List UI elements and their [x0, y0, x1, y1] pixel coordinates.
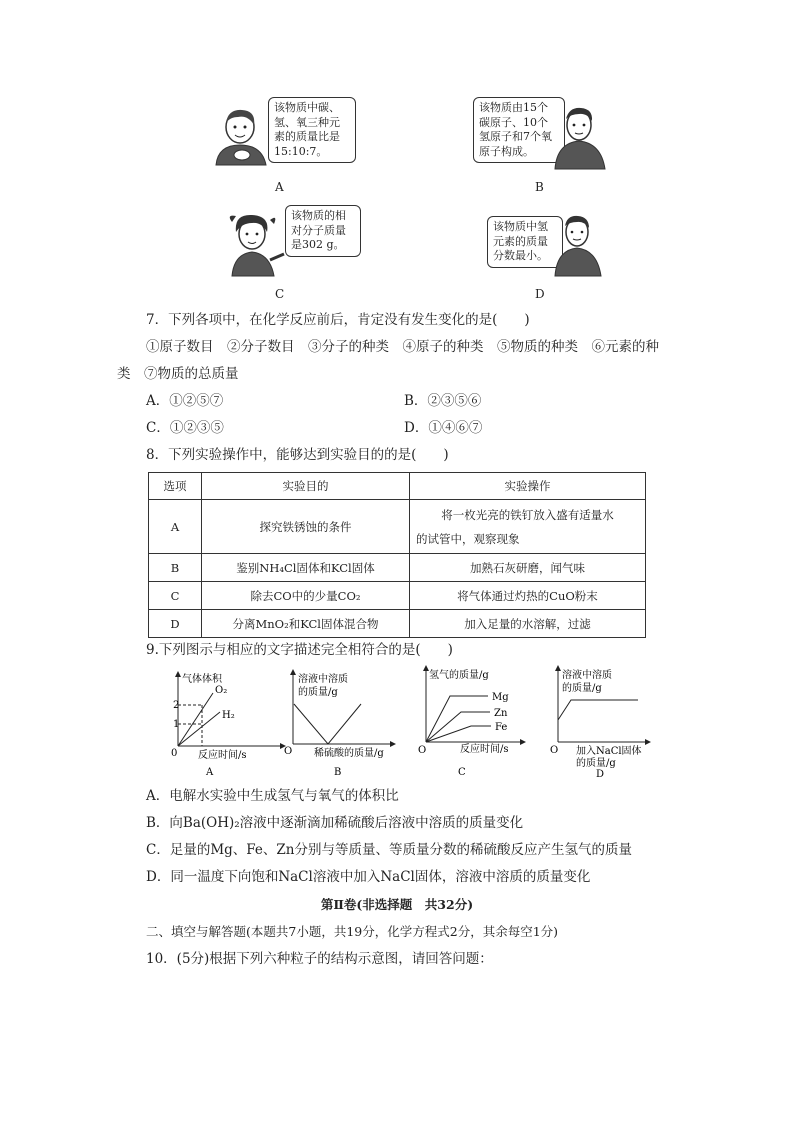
row-goal: 除去CO中的少量CO₂ — [202, 582, 410, 610]
row-goal: 探究铁锈蚀的条件 — [202, 500, 410, 554]
row-operation — [410, 500, 646, 554]
chart-a-series-h2: H₂ — [222, 710, 235, 721]
row-operation-line1: 将一枚光亮的铁钉放入盛有适量水 — [441, 507, 614, 522]
speech-bubble-a: 该物质中碳、 氢、氧三种元 素的质量比是 15:10:7。 — [268, 97, 356, 163]
boy-illustration-a — [212, 105, 272, 167]
chart-b-xlabel: 稀硫酸的质量/g — [314, 748, 384, 759]
chart-c-line-zn — [426, 712, 490, 742]
man-illustration-b — [553, 105, 609, 171]
chart-a-series-o2: O₂ — [215, 685, 228, 696]
header-goal: 实验目的 — [202, 473, 410, 500]
row-goal: 鉴别NH₄Cl固体和KCl固体 — [202, 554, 410, 582]
q9-option-b: B．向Ba(OH)₂溶液中逐渐滴加稀硫酸后溶液中溶质的质量变化 — [146, 815, 524, 831]
speech-bubble-d: 该物质中氢 元素的质量 分数最小。 — [487, 216, 563, 268]
chart-b-label: B — [334, 767, 342, 778]
chart-b-origin: O — [284, 746, 293, 757]
q7-items-line2: 类 ⑦物质的总质量 — [117, 366, 239, 382]
chart-d-xlabel1: 加入NaCl固体 — [576, 746, 642, 757]
q9-charts — [168, 664, 654, 779]
q7-option-c: C．①②③⑤ — [146, 420, 224, 436]
chart-a — [171, 672, 283, 778]
chart-c-origin: O — [418, 745, 427, 756]
chart-a-line-h2 — [178, 712, 220, 746]
chart-c-xlabel: 反应时间/s — [460, 744, 509, 755]
q9-option-a: A．电解水实验中生成氢气与氧气的体积比 — [146, 788, 399, 804]
row-operation: 将气体通过灼热的CuO粉末 — [410, 582, 646, 610]
q9-option-d: D．同一温度下向饱和NaCl溶液中加入NaCl固体，溶液中溶质的质量变化 — [146, 869, 591, 885]
q7-stem: 7．下列各项中，在化学反应前后，肯定没有发生变化的是( ) — [146, 312, 530, 328]
figure-label-b: B — [535, 180, 544, 194]
chart-d-line — [558, 700, 638, 720]
row-option: D — [149, 610, 202, 638]
section2-heading: 二、填空与解答题(本题共7小题，共19分，化学方程式2分，其余每空1分) — [146, 924, 559, 939]
chart-a-ylabel: 气体体积 — [182, 674, 222, 685]
girl-illustration-c — [224, 212, 286, 278]
table-row — [149, 582, 646, 610]
chart-c — [418, 668, 523, 778]
figure-label-d: D — [535, 287, 545, 301]
chart-c-series-fe: Fe — [495, 722, 508, 733]
figure-label-c: C — [275, 287, 285, 301]
q10-stem: 10．(5分)根据下列六种粒子的结构示意图，请回答问题： — [146, 951, 493, 967]
table-header-row — [149, 473, 646, 500]
q9-option-c: C．足量的Mg、Fe、Zn分别与等质量、等质量分数的稀硫酸反应产生氢气的质量 — [146, 842, 632, 858]
chart-b-ylabel1: 溶液中溶质 — [298, 674, 348, 685]
chart-a-tick-2: 2 — [173, 700, 180, 711]
speech-bubble-c: 该物质的相 对分子质量 是302 g。 — [285, 205, 361, 257]
chart-a-label: A — [206, 767, 214, 778]
chart-d — [550, 668, 648, 779]
table-row — [149, 610, 646, 638]
section2-title: 第Ⅱ卷(非选择题 共32分) — [320, 897, 474, 912]
chart-c-series-zn: Zn — [494, 708, 508, 719]
chart-d-origin: O — [550, 745, 559, 756]
chart-c-ylabel: 氢气的质量/g — [429, 670, 489, 681]
chart-c-series-mg: Mg — [492, 692, 509, 703]
chart-c-label: C — [458, 767, 466, 778]
chart-b-ylabel2: 的质量/g — [298, 687, 338, 698]
row-operation: 加入足量的水溶解，过滤 — [410, 610, 646, 638]
table-row — [149, 554, 646, 582]
q7-option-a: A．①②⑤⑦ — [146, 393, 224, 409]
row-option: B — [149, 554, 202, 582]
speech-bubble-b: 该物质由15个 碳原子、10个 氢原子和7个氧 原子构成。 — [473, 97, 565, 163]
row-goal: 分离MnO₂和KCl固体混合物 — [202, 610, 410, 638]
chart-a-tick-1: 1 — [173, 719, 180, 730]
chart-b — [284, 672, 393, 778]
chart-c-line-mg — [426, 696, 488, 742]
header-option: 选项 — [149, 473, 202, 500]
table-row — [149, 500, 646, 554]
q7-option-b: B．②③⑤⑥ — [404, 393, 482, 409]
figure-label-a: A — [275, 180, 284, 194]
q8-table — [148, 472, 646, 638]
q8-stem: 8．下列实验操作中，能够达到实验目的的是( ) — [146, 447, 449, 463]
row-operation: 加熟石灰研磨，闻气味 — [410, 554, 646, 582]
chart-d-ylabel2: 的质量/g — [562, 683, 602, 694]
row-option: C — [149, 582, 202, 610]
chart-b-line — [294, 704, 361, 744]
chart-d-ylabel1: 溶液中溶质 — [562, 670, 612, 681]
chart-a-xlabel: 反应时间/s — [198, 750, 247, 761]
q7-option-d: D．①④⑥⑦ — [404, 420, 483, 436]
header-operation: 实验操作 — [410, 473, 646, 500]
row-option: A — [149, 500, 202, 554]
row-operation-line2: 的试管中，观察现象 — [416, 531, 520, 546]
chart-d-xlabel2: 的质量/g — [576, 758, 616, 769]
chart-d-label: D — [596, 769, 605, 779]
chart-a-origin: 0 — [171, 748, 178, 759]
q7-items-line1: ①原子数目 ②分子数目 ③分子的种类 ④原子的种类 ⑤物质的种类 ⑥元素的种 — [146, 339, 659, 355]
q9-stem: 9.下列图示与相应的文字描述完全相符合的是( ) — [146, 642, 453, 658]
man-illustration-d — [553, 212, 603, 278]
chart-a-line-o2 — [178, 693, 213, 746]
